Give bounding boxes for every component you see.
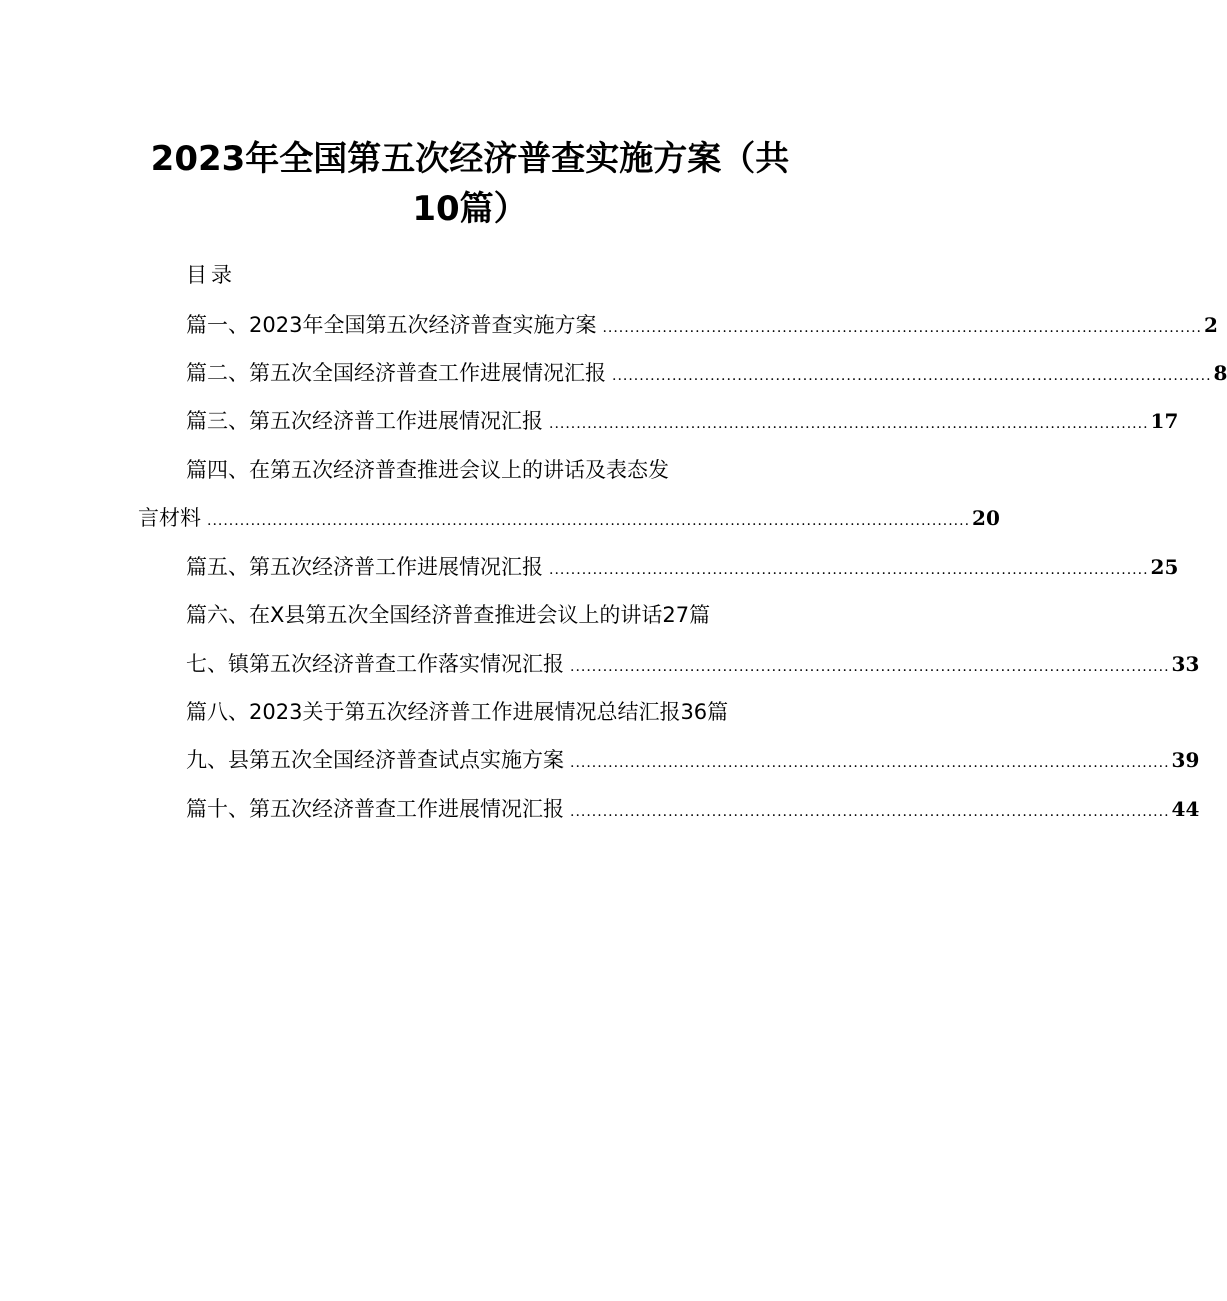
toc-leader-dots: .............................................................................................................. [612,368,1212,384]
toc-leader-dots: .............................................................................................................. [570,804,1170,820]
toc-entry-text: 篇二、第五次全国经济普查工作进展情况汇报 [186,361,606,385]
toc-page-number: 17 [1150,409,1179,433]
toc-leader-dots: .............................................................................................................. [570,659,1170,675]
toc-page-number: 20 [972,506,1000,530]
toc-entry-text: 言材料 [138,506,201,530]
toc-entry-7[interactable] [186,649,1200,682]
toc-leader-dots: .............................................................................................................. [549,416,1149,432]
toc-entry-9[interactable] [186,745,1200,778]
toc-leader-dots: ............................................................................................................................................ [207,513,971,529]
toc-entry-5[interactable] [186,552,1179,585]
toc-entry-3[interactable] [186,406,1179,439]
toc-entry-text: 篇五、第五次经济普工作进展情况汇报 [186,555,543,579]
toc-entry-text: 篇六、在X县第五次全国经济普查推进会议上的讲话27篇 [186,603,711,627]
toc-entry-text: 篇八、2023关于第五次经济普工作进展情况总结汇报36篇 [186,700,729,724]
toc-entry-text: 篇十、第五次经济普查工作进展情况汇报 [186,797,564,821]
toc-entry-1[interactable] [186,310,1218,343]
toc-entry-text: 篇三、第五次经济普工作进展情况汇报 [186,409,543,433]
toc-leader-dots: .............................................................................................................. [602,320,1202,336]
toc-entry-text: 七、镇第五次经济普查工作落实情况汇报 [186,652,564,676]
toc-entry-text: 篇四、在第五次经济普查推进会议上的讲话及表态发 [186,458,669,482]
toc-entry-4-continued[interactable] [138,503,1000,536]
toc-entry-8[interactable] [186,697,796,727]
toc-entry-10[interactable] [186,794,1200,827]
toc-entry-6[interactable] [186,600,786,630]
toc-page-number: 8 [1213,361,1227,385]
document-title-line-1: 2023年全国第五次经济普查实施方案（共 [150,139,790,179]
toc-heading: 目录 [186,263,236,287]
toc-page-number: 2 [1203,313,1218,337]
toc-page-number: 39 [1171,748,1200,772]
toc-page-number: 44 [1171,797,1200,821]
toc-entry-4[interactable] [186,455,786,485]
toc-page-number: 33 [1171,652,1200,676]
document-title-line-2: 10篇） [412,189,528,229]
toc-leader-dots: .............................................................................................................. [549,562,1149,578]
toc-leader-dots: .............................................................................................................. [570,755,1170,771]
toc-page-number: 25 [1150,555,1179,579]
toc-entry-2[interactable] [186,358,1227,391]
toc-entry-text: 篇一、2023年全国第五次经济普查实施方案 [186,313,597,337]
toc-entry-text: 九、县第五次全国经济普查试点实施方案 [186,748,564,772]
